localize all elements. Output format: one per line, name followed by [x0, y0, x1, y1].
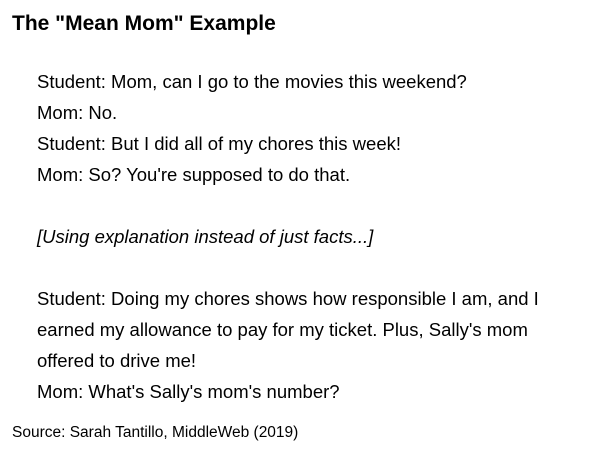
spacer [37, 190, 589, 221]
dialogue-line-mom-no: Mom: No. [37, 102, 118, 123]
dialogue-line-mom-number: Mom: What's Sally's mom's number? [37, 381, 340, 402]
dialogue-line-mom-so: Mom: So? You're supposed to do that. [37, 164, 351, 185]
dialogue-line-student-explanation: Student: Doing my chores shows how responsible I am, and I earned my allowance to pay for my ticket. Plus, Sally's mom offered to drive me! [37, 288, 539, 371]
spacer [37, 252, 589, 283]
dialogue-line-student-request: Student: Mom, can I go to the movies this weekend? [37, 71, 467, 92]
dialogue-block [37, 66, 589, 407]
explanation-note: [Using explanation instead of just facts...] [37, 226, 374, 247]
source-citation: Source: Sarah Tantillo, MiddleWeb (2019) [12, 424, 299, 441]
dialogue-line-student-chores: Student: But I did all of my chores this week! [37, 133, 402, 154]
document-title: The "Mean Mom" Example [12, 12, 276, 35]
